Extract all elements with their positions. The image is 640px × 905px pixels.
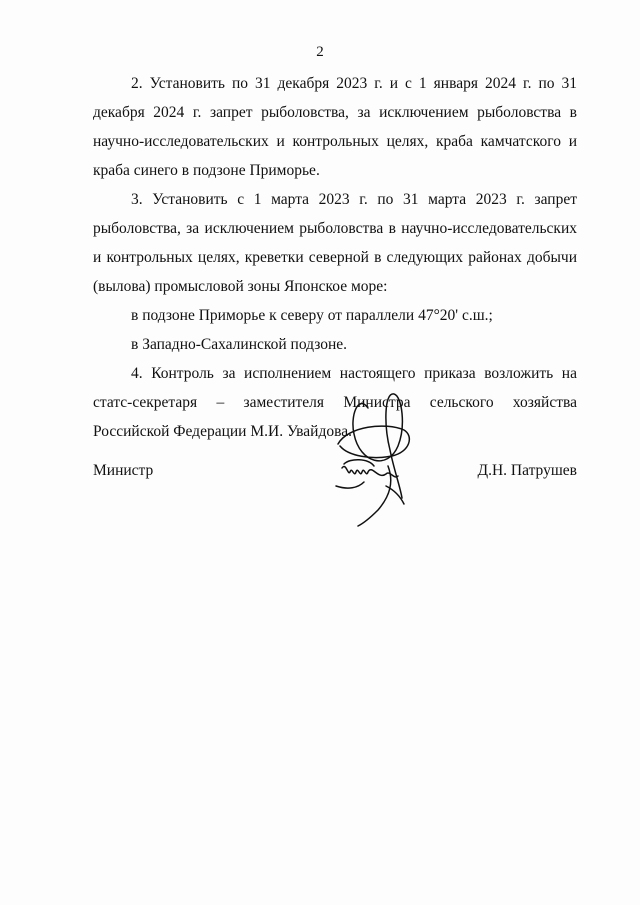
signatory-name: Д.Н. Патрушев: [477, 462, 577, 479]
paragraph-3-item-west-sakhalin: в Западно-Сахалинской подзоне.: [131, 336, 348, 353]
handwritten-signature: [328, 386, 428, 528]
paragraph-4: 4. Контроль за исполнением настоящего приказа возложить на статс-секретаря – заместителя Министра сельского хозяйства Российской Федерации М.И. Увайдова.: [93, 365, 577, 440]
signatory-title: Министр: [93, 462, 154, 479]
paragraph-3-item-primorye: в подзоне Приморье к северу от параллели 47°20' с.ш.;: [131, 307, 493, 324]
paragraph-2: 2. Установить по 31 декабря 2023 г. и с 1 января 2024 г. по 31 декабря 2024 г. запрет рыболовства, за исключением рыболовства в научно-исследовательских и контрольных целях, краба камчатского и краба синего в подзоне Приморье.: [93, 75, 577, 179]
page-number: 2: [316, 44, 324, 60]
paragraph-3: 3. Установить с 1 марта 2023 г. по 31 марта 2023 г. запрет рыболовства, за исключением рыболовства в научно-исследовательских и контрольных целях, креветки северной в следующих районах добычи (вылова) промысловой зоны Японское море:: [93, 191, 577, 295]
